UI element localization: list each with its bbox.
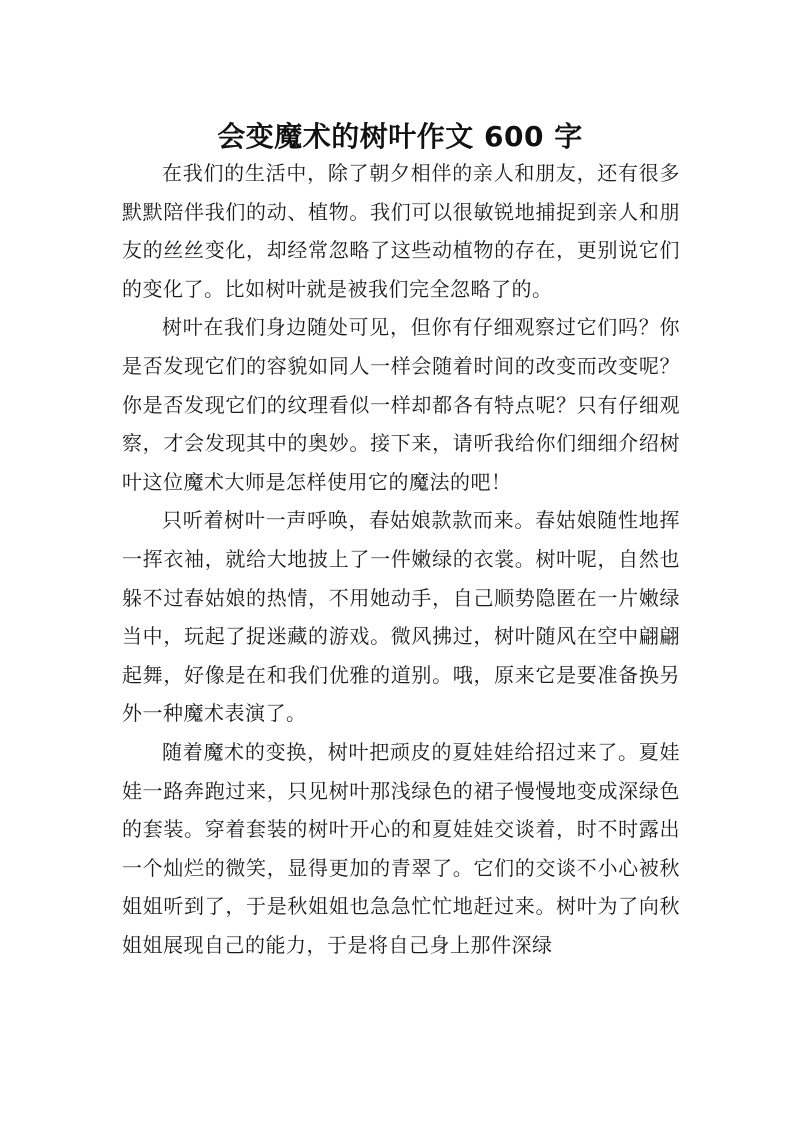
document-body bbox=[122, 154, 680, 964]
paragraph-3: 只听着树叶一声呼唤，春姑娘款款而来。春姑娘随性地挥一挥衣袖，就给大地披上了一件嫩绿的衣裳。树叶呢，自然也躲不过春姑娘的热情，不用她动手，自己顺势隐匿在一片嫩绿当中，玩起了捉迷藏的游戏。微风拂过，树叶随风在空中翩翩起舞，好像是在和我们优雅的道别。哦，原来它是要准备换另外一种魔术表演了。 bbox=[122, 508, 680, 726]
paragraph-4: 随着魔术的变换，树叶把顽皮的夏娃娃给招过来了。夏娃娃一路奔跑过来，只见树叶那浅绿色的裙子慢慢地变成深绿色的套装。穿着套装的树叶开心的和夏娃娃交谈着，时不时露出一个灿烂的微笑，显得更加的青翠了。它们的交谈不小心被秋姐姐听到了，于是秋姐姐也急急忙忙地赶过来。树叶为了向秋姐姐展现自己的能力，于是将自己身上那件深绿 bbox=[122, 739, 680, 957]
paragraph-2: 树叶在我们身边随处可见，但你有仔细观察过它们吗？你是否发现它们的容貌如同人一样会随着时间的改变而改变呢？你是否发现它们的纹理看似一样却都各有特点呢？只有仔细观察，才会发现其中的奥妙。接下来，请听我给你们细细介绍树叶这位魔术大师是怎样使用它的魔法的吧！ bbox=[122, 315, 680, 494]
paragraph-1: 在我们的生活中，除了朝夕相伴的亲人和朋友，还有很多默默陪伴我们的动、植物。我们可以很敏锐地捕捉到亲人和朋友的丝丝变化，却经常忽略了这些动植物的存在，更别说它们的变化了。比如树叶就是被我们完全忽略了的。 bbox=[122, 161, 680, 301]
document-title: 会变魔术的树叶作文 600 字 bbox=[217, 119, 583, 153]
